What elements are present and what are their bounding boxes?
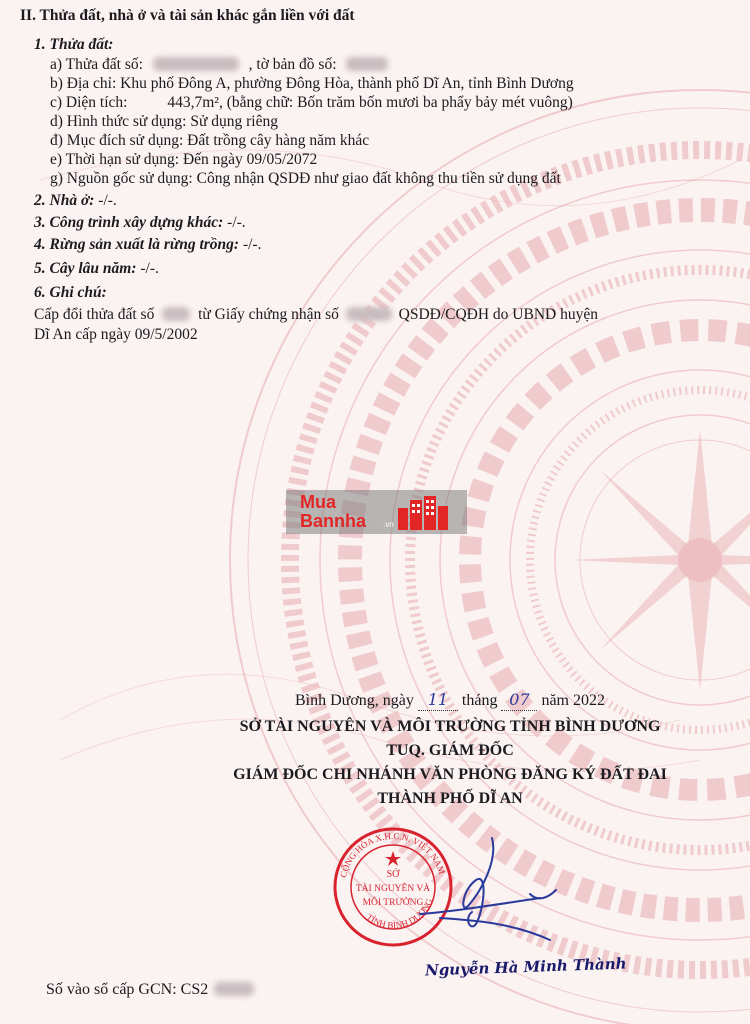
signing-year: năm 2022 — [541, 692, 605, 709]
notes-line-1 — [34, 306, 598, 324]
trees-row — [34, 260, 159, 278]
stamp-inner-2: TÀI NGUYÊN VÀ — [355, 884, 431, 894]
muabannha-watermark — [286, 490, 467, 534]
forest-label: 4. Rừng sản xuất là rừng trồng: — [34, 236, 240, 253]
gcn-label: Số vào sổ cấp GCN: — [46, 981, 177, 998]
land-usage-form: d) Hình thức sử dụng: Sử dụng riêng — [50, 113, 278, 130]
stamp-outer-bottom: TỈNH BÌNH DƯƠNG — [364, 897, 435, 931]
notes-label: 6. Ghi chú: — [34, 284, 107, 301]
section-title: II. Thửa đất, nhà ở và tài sản khác gắn liền với đất — [20, 7, 355, 24]
works-value: -/-. — [227, 214, 246, 231]
director-title: GIÁM ĐỐC CHI NHÁNH VĂN PHÒNG ĐĂNG KÝ ĐẤT ĐAI — [233, 766, 667, 783]
forest-row — [34, 236, 261, 254]
signer-name: Nguyễn Hà Minh Thành — [424, 954, 627, 980]
land-area — [50, 94, 573, 112]
notes-text-c: QSDĐ/CQĐH do UBND huyện — [398, 306, 598, 323]
redacted-map-sheet — [346, 57, 388, 71]
signing-month: 07 — [501, 690, 537, 711]
house-value: -/-. — [98, 192, 117, 209]
land-usage-origin: g) Nguồn gốc sử dụng: Công nhận QSDĐ như giao đất không thu tiền sử dụng đất — [50, 170, 561, 187]
parcel-number-label: a) Thửa đất số: — [50, 56, 143, 73]
trees-value: -/-. — [140, 260, 159, 277]
land-usage-purpose: đ) Mục đích sử dụng: Đất trồng cây hàng năm khác — [50, 132, 370, 149]
land-address: b) Địa chỉ: Khu phố Đông A, phường Đông Hòa, thành phố Dĩ An, tỉnh Bình Dương — [50, 75, 574, 92]
watermark-vn: .vn — [383, 520, 394, 529]
map-sheet-label: , tờ bản đồ số: — [248, 56, 337, 73]
stamp-inner-1: SỞ — [386, 869, 400, 880]
area-value: 443,7m², (bằng chữ: Bốn trăm bốn mươi ba phẩy bảy mét vuông) — [167, 94, 573, 111]
signing-place: Bình Dương, ngày — [295, 692, 414, 709]
city-title: THÀNH PHỐ DĨ AN — [377, 790, 523, 807]
land-parcel-number — [50, 56, 388, 74]
notes-line-2: Dĩ An cấp ngày 09/5/2002 — [34, 326, 198, 343]
signing-date-line — [180, 690, 720, 711]
forest-value: -/-. — [242, 236, 262, 253]
land-heading: 1. Thửa đất: — [34, 36, 114, 53]
gcn-value: CS2 — [180, 981, 209, 998]
notes-text-a: Cấp đổi thửa đất số — [34, 306, 155, 323]
tuq-title: TUQ. GIÁM ĐỐC — [386, 742, 514, 759]
house-row — [34, 192, 117, 210]
redacted-old-parcel — [162, 307, 190, 321]
redacted-gcn-number — [214, 982, 254, 996]
watermark-mua: Mua — [300, 492, 336, 512]
watermark-bannha: Bannha — [300, 511, 367, 531]
stamp-inner-3: MÔI TRƯỜNG — [362, 898, 424, 908]
trees-label: 5. Cây lâu năm: — [34, 260, 137, 277]
house-label: 2. Nhà ở: — [34, 192, 95, 209]
building-logo-icon — [398, 496, 450, 530]
area-label: c) Diện tích: — [50, 94, 128, 111]
land-usage-term: e) Thời hạn sử dụng: Đến ngày 09/05/2072 — [50, 151, 318, 168]
department-name: SỞ TÀI NGUYÊN VÀ MÔI TRƯỜNG TỈNH BÌNH DƯƠNG — [239, 718, 661, 735]
notes-text-b: từ Giấy chứng nhận số — [198, 306, 339, 323]
signing-month-label: tháng — [461, 692, 498, 709]
redacted-parcel-number — [153, 57, 239, 71]
works-row — [34, 214, 246, 232]
works-label: 3. Công trình xây dựng khác: — [34, 214, 224, 231]
handwritten-signature — [380, 820, 570, 970]
gcn-entry — [46, 981, 254, 999]
signing-day: 11 — [418, 690, 458, 711]
stamp-outer-top: CỘNG HÒA X.H.C.N. VIỆT NAM — [337, 830, 448, 879]
redacted-certificate-number — [346, 307, 392, 321]
